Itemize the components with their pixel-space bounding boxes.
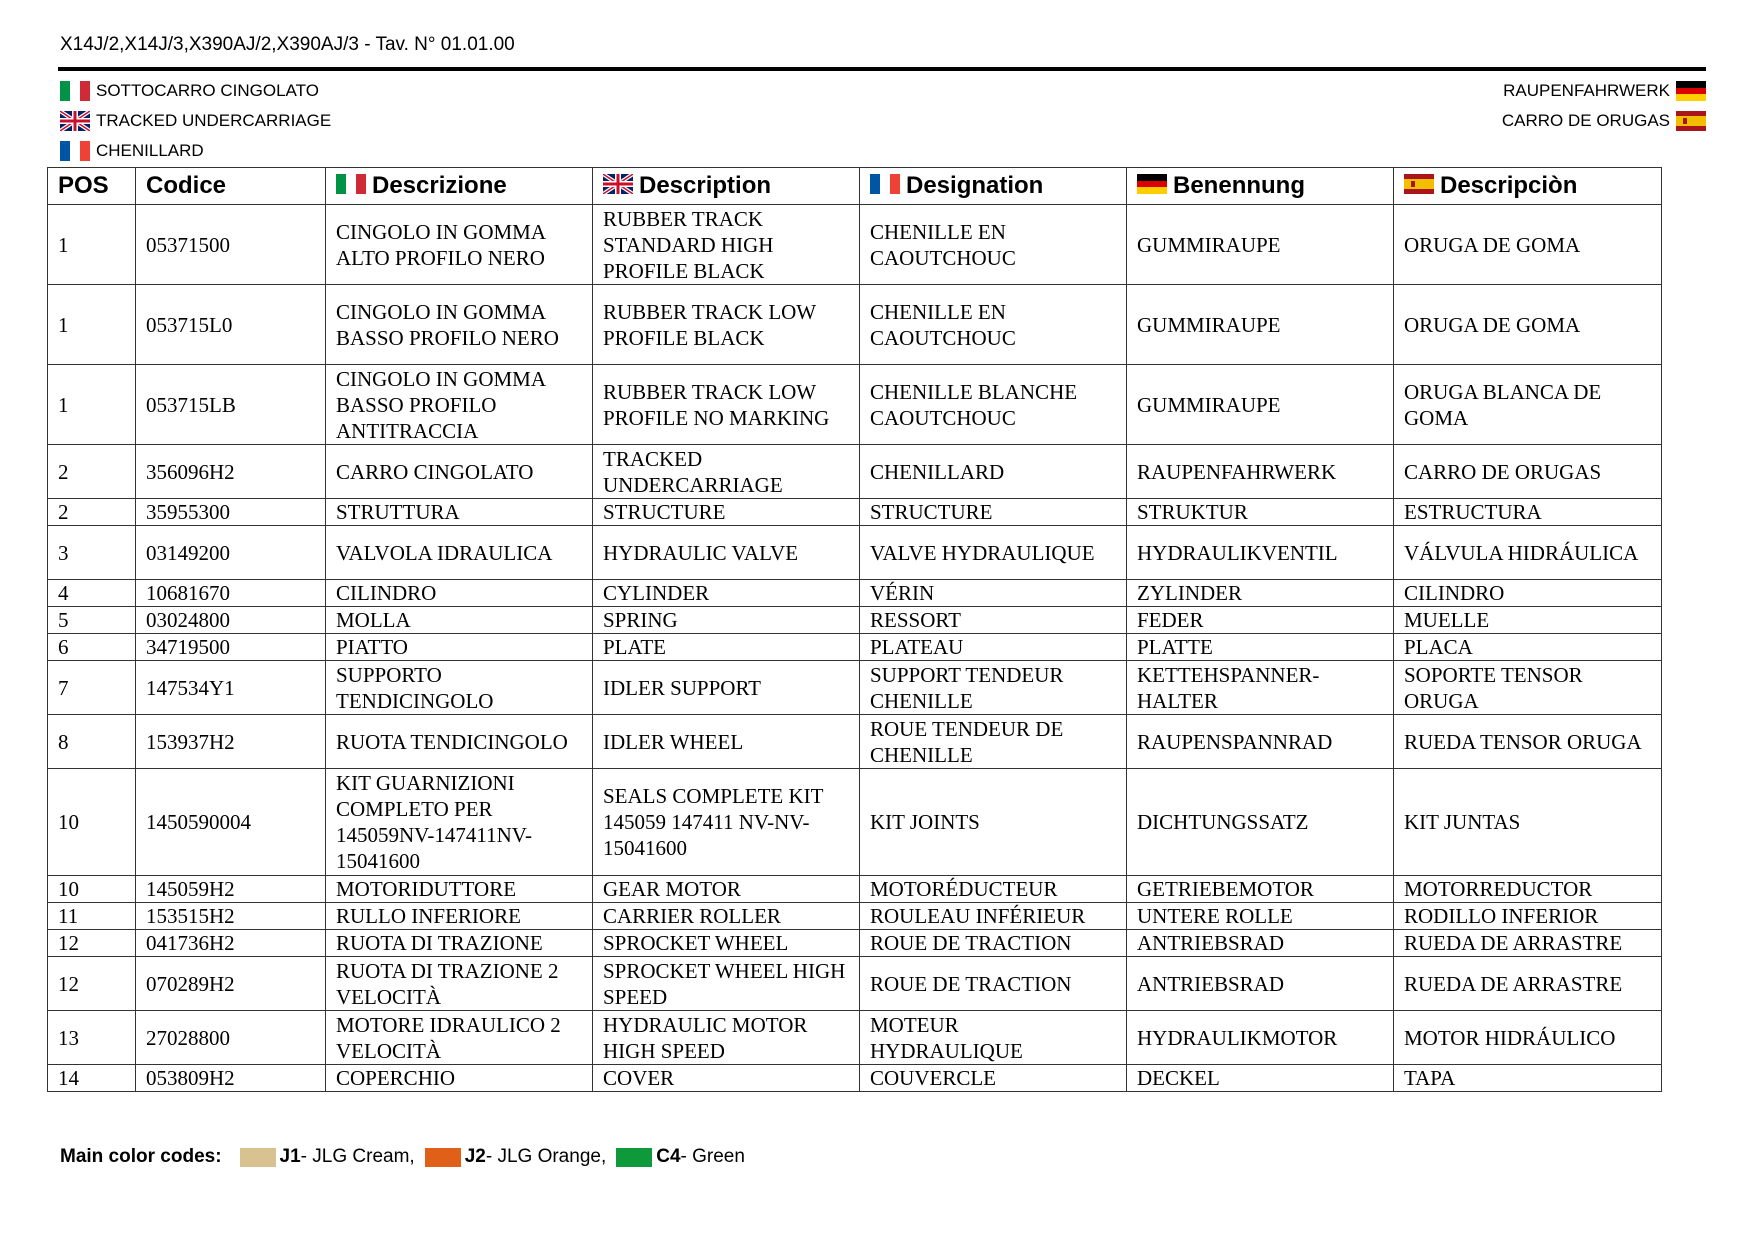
cell-fr: CHENILLE BLANCHE CAOUTCHOUC xyxy=(860,365,1127,445)
table-row xyxy=(48,526,1662,580)
cell-pos: 13 xyxy=(48,1011,136,1065)
table-row xyxy=(48,580,1662,607)
cell-en: IDLER SUPPORT xyxy=(593,661,860,715)
cell-de: GUMMIRAUPE xyxy=(1127,365,1394,445)
cell-en: RUBBER TRACK LOW PROFILE NO MARKING xyxy=(593,365,860,445)
table-row xyxy=(48,499,1662,526)
cell-de: ANTRIEBSRAD xyxy=(1127,957,1394,1011)
cell-it: PIATTO xyxy=(326,634,593,661)
cell-en: CYLINDER xyxy=(593,580,860,607)
cell-pos: 7 xyxy=(48,661,136,715)
gb-flag-icon xyxy=(603,174,633,194)
cell-it: CARRO CINGOLATO xyxy=(326,445,593,499)
document-title: X14J/2,X14J/3,X390AJ/2,X390AJ/3 - Tav. N° 01.01.00 xyxy=(60,34,515,55)
cell-es: VÁLVULA HIDRÁULICA xyxy=(1394,526,1662,580)
legend-text: - JLG Cream, xyxy=(300,1146,415,1167)
cell-code: 053715LB xyxy=(136,365,326,445)
col-header-de xyxy=(1127,168,1394,205)
cell-es: MOTORREDUCTOR xyxy=(1394,876,1662,903)
cell-en: TRACKED UNDERCARRIAGE xyxy=(593,445,860,499)
legend-item-j1 xyxy=(240,1146,415,1168)
cell-en: PLATE xyxy=(593,634,860,661)
cell-code: 34719500 xyxy=(136,634,326,661)
cell-it: RUOTA TENDICINGOLO xyxy=(326,715,593,769)
table-row xyxy=(48,930,1662,957)
cell-es: MOTOR HIDRÁULICO xyxy=(1394,1011,1662,1065)
cell-it: COPERCHIO xyxy=(326,1065,593,1092)
cell-it: CINGOLO IN GOMMA ALTO PROFILO NERO xyxy=(326,205,593,285)
table-row xyxy=(48,876,1662,903)
cell-pos: 12 xyxy=(48,930,136,957)
cell-fr: CHENILLE EN CAOUTCHOUC xyxy=(860,285,1127,365)
cell-code: 1450590004 xyxy=(136,769,326,876)
cell-pos: 14 xyxy=(48,1065,136,1092)
table-row xyxy=(48,607,1662,634)
cell-pos: 2 xyxy=(48,499,136,526)
color-code-legend xyxy=(60,1146,755,1168)
cell-en: SPRING xyxy=(593,607,860,634)
cell-pos: 1 xyxy=(48,285,136,365)
cell-fr: KIT JOINTS xyxy=(860,769,1127,876)
col-header-fr xyxy=(860,168,1127,205)
cell-pos: 5 xyxy=(48,607,136,634)
parts-table-body xyxy=(48,205,1662,1092)
cell-de: UNTERE ROLLE xyxy=(1127,903,1394,930)
cell-code: 153937H2 xyxy=(136,715,326,769)
cell-de: ANTRIEBSRAD xyxy=(1127,930,1394,957)
it-flag-icon xyxy=(336,174,366,194)
cell-pos: 10 xyxy=(48,769,136,876)
cell-fr: CHENILLARD xyxy=(860,445,1127,499)
cell-en: GEAR MOTOR xyxy=(593,876,860,903)
col-header-code: Codice xyxy=(136,168,326,205)
col-header-es-label: Descripciòn xyxy=(1440,172,1578,199)
cell-fr: VALVE HYDRAULIQUE xyxy=(860,526,1127,580)
cell-pos: 3 xyxy=(48,526,136,580)
cell-pos: 11 xyxy=(48,903,136,930)
language-titles-left xyxy=(60,76,331,166)
header-divider xyxy=(58,67,1706,71)
cell-fr: STRUCTURE xyxy=(860,499,1127,526)
cell-it: RUOTA DI TRAZIONE 2 VELOCITÀ xyxy=(326,957,593,1011)
col-header-it-label: Descrizione xyxy=(372,172,507,199)
cell-es: ORUGA DE GOMA xyxy=(1394,285,1662,365)
cell-de: GUMMIRAUPE xyxy=(1127,285,1394,365)
legend-code: J1 xyxy=(279,1146,301,1167)
cell-pos: 1 xyxy=(48,365,136,445)
cell-it: CINGOLO IN GOMMA BASSO PROFILO NERO xyxy=(326,285,593,365)
lang-title-es-label: CARRO DE ORUGAS xyxy=(1501,111,1670,130)
cell-it: STRUTTURA xyxy=(326,499,593,526)
lang-title-it xyxy=(60,76,331,106)
cell-en: CARRIER ROLLER xyxy=(593,903,860,930)
cell-it: RULLO INFERIORE xyxy=(326,903,593,930)
cell-code: 35955300 xyxy=(136,499,326,526)
cell-code: 053809H2 xyxy=(136,1065,326,1092)
cell-es: ORUGA BLANCA DE GOMA xyxy=(1394,365,1662,445)
es-flag-icon xyxy=(1676,111,1706,131)
table-row xyxy=(48,205,1662,285)
cell-code: 10681670 xyxy=(136,580,326,607)
cell-it: KIT GUARNIZIONI COMPLETO PER 145059NV-147411NV-15041600 xyxy=(326,769,593,876)
legend-item-j2 xyxy=(425,1146,607,1168)
cell-it: MOLLA xyxy=(326,607,593,634)
lang-title-en xyxy=(60,106,331,136)
cell-de: HYDRAULIKMOTOR xyxy=(1127,1011,1394,1065)
col-header-en xyxy=(593,168,860,205)
table-row xyxy=(48,661,1662,715)
cell-es: PLACA xyxy=(1394,634,1662,661)
cell-fr: COUVERCLE xyxy=(860,1065,1127,1092)
cell-it: CILINDRO xyxy=(326,580,593,607)
cell-fr: PLATEAU xyxy=(860,634,1127,661)
cell-es: RUEDA DE ARRASTRE xyxy=(1394,930,1662,957)
table-row xyxy=(48,445,1662,499)
cell-code: 053715L0 xyxy=(136,285,326,365)
cell-code: 03149200 xyxy=(136,526,326,580)
parts-table xyxy=(47,167,1662,1092)
cell-code: 03024800 xyxy=(136,607,326,634)
cell-code: 356096H2 xyxy=(136,445,326,499)
color-swatch-j1 xyxy=(240,1148,276,1167)
cell-es: ORUGA DE GOMA xyxy=(1394,205,1662,285)
cell-code: 27028800 xyxy=(136,1011,326,1065)
cell-es: RODILLO INFERIOR xyxy=(1394,903,1662,930)
cell-de: PLATTE xyxy=(1127,634,1394,661)
cell-pos: 12 xyxy=(48,957,136,1011)
table-row xyxy=(48,634,1662,661)
cell-fr: MOTEUR HYDRAULIQUE xyxy=(860,1011,1127,1065)
lang-title-de-label: RAUPENFAHRWERK xyxy=(1503,81,1670,100)
fr-flag-icon xyxy=(60,141,90,161)
legend-text: - JLG Orange, xyxy=(485,1146,607,1167)
lang-title-en-label: TRACKED UNDERCARRIAGE xyxy=(96,111,332,130)
cell-code: 153515H2 xyxy=(136,903,326,930)
es-flag-icon xyxy=(1404,174,1434,194)
cell-de: DECKEL xyxy=(1127,1065,1394,1092)
cell-code: 070289H2 xyxy=(136,957,326,1011)
col-header-pos: POS xyxy=(48,168,136,205)
col-header-de-label: Benennung xyxy=(1173,172,1305,199)
col-header-en-label: Description xyxy=(639,172,772,199)
table-header-row xyxy=(48,168,1662,205)
cell-de: HYDRAULIKVENTIL xyxy=(1127,526,1394,580)
cell-it: MOTORE IDRAULICO 2 VELOCITÀ xyxy=(326,1011,593,1065)
cell-es: ESTRUCTURA xyxy=(1394,499,1662,526)
language-titles-right xyxy=(1502,76,1706,136)
lang-title-fr-label: CHENILLARD xyxy=(96,141,204,160)
cell-es: SOPORTE TENSOR ORUGA xyxy=(1394,661,1662,715)
table-row xyxy=(48,365,1662,445)
cell-pos: 8 xyxy=(48,715,136,769)
cell-fr: VÉRIN xyxy=(860,580,1127,607)
cell-en: HYDRAULIC MOTOR HIGH SPEED xyxy=(593,1011,860,1065)
cell-es: KIT JUNTAS xyxy=(1394,769,1662,876)
cell-de: ZYLINDER xyxy=(1127,580,1394,607)
cell-de: GUMMIRAUPE xyxy=(1127,205,1394,285)
cell-en: SEALS COMPLETE KIT 145059 147411 NV-NV-15041600 xyxy=(593,769,860,876)
cell-en: RUBBER TRACK LOW PROFILE BLACK xyxy=(593,285,860,365)
col-header-it xyxy=(326,168,593,205)
cell-code: 147534Y1 xyxy=(136,661,326,715)
legend-text: - Green xyxy=(680,1146,745,1167)
cell-de: STRUKTUR xyxy=(1127,499,1394,526)
cell-pos: 2 xyxy=(48,445,136,499)
lang-title-fr xyxy=(60,136,331,166)
cell-es: MUELLE xyxy=(1394,607,1662,634)
table-row xyxy=(48,285,1662,365)
color-swatch-c4 xyxy=(616,1148,652,1167)
cell-de: RAUPENSPANNRAD xyxy=(1127,715,1394,769)
cell-pos: 1 xyxy=(48,205,136,285)
cell-de: GETRIEBEMOTOR xyxy=(1127,876,1394,903)
cell-es: RUEDA DE ARRASTRE xyxy=(1394,957,1662,1011)
legend-label: Main color codes: xyxy=(60,1146,222,1167)
cell-pos: 10 xyxy=(48,876,136,903)
cell-en: COVER xyxy=(593,1065,860,1092)
table-row xyxy=(48,1011,1662,1065)
fr-flag-icon xyxy=(870,174,900,194)
gb-flag-icon xyxy=(60,111,90,131)
table-row xyxy=(48,957,1662,1011)
cell-pos: 4 xyxy=(48,580,136,607)
table-row xyxy=(48,769,1662,876)
de-flag-icon xyxy=(1676,81,1706,101)
cell-en: SPROCKET WHEEL HIGH SPEED xyxy=(593,957,860,1011)
col-header-es xyxy=(1394,168,1662,205)
cell-fr: ROUE TENDEUR DE CHENILLE xyxy=(860,715,1127,769)
lang-title-de xyxy=(1502,76,1706,106)
it-flag-icon xyxy=(60,81,90,101)
cell-it: MOTORIDUTTORE xyxy=(326,876,593,903)
legend-item-c4 xyxy=(616,1146,745,1168)
cell-it: VALVOLA IDRAULICA xyxy=(326,526,593,580)
cell-de: DICHTUNGSSATZ xyxy=(1127,769,1394,876)
cell-it: SUPPORTO TENDICINGOLO xyxy=(326,661,593,715)
cell-fr: MOTORÉDUCTEUR xyxy=(860,876,1127,903)
cell-en: SPROCKET WHEEL xyxy=(593,930,860,957)
cell-fr: ROULEAU INFÉRIEUR xyxy=(860,903,1127,930)
cell-en: RUBBER TRACK STANDARD HIGH PROFILE BLACK xyxy=(593,205,860,285)
cell-es: CILINDRO xyxy=(1394,580,1662,607)
cell-de: FEDER xyxy=(1127,607,1394,634)
lang-title-it-label: SOTTOCARRO CINGOLATO xyxy=(96,81,319,100)
lang-title-es xyxy=(1502,106,1706,136)
cell-en: HYDRAULIC VALVE xyxy=(593,526,860,580)
cell-de: KETTEHSPANNER-HALTER xyxy=(1127,661,1394,715)
col-header-fr-label: Designation xyxy=(906,172,1044,199)
de-flag-icon xyxy=(1137,174,1167,194)
table-row xyxy=(48,1065,1662,1092)
table-row xyxy=(48,903,1662,930)
cell-es: TAPA xyxy=(1394,1065,1662,1092)
cell-fr: ROUE DE TRACTION xyxy=(860,930,1127,957)
cell-es: CARRO DE ORUGAS xyxy=(1394,445,1662,499)
legend-code: J2 xyxy=(464,1146,486,1167)
cell-fr: RESSORT xyxy=(860,607,1127,634)
cell-en: IDLER WHEEL xyxy=(593,715,860,769)
cell-fr: SUPPORT TENDEUR CHENILLE xyxy=(860,661,1127,715)
cell-es: RUEDA TENSOR ORUGA xyxy=(1394,715,1662,769)
cell-code: 145059H2 xyxy=(136,876,326,903)
cell-en: STRUCTURE xyxy=(593,499,860,526)
color-swatch-j2 xyxy=(425,1148,461,1167)
cell-de: RAUPENFAHRWERK xyxy=(1127,445,1394,499)
cell-fr: ROUE DE TRACTION xyxy=(860,957,1127,1011)
cell-code: 041736H2 xyxy=(136,930,326,957)
legend-code: C4 xyxy=(656,1146,681,1167)
cell-it: CINGOLO IN GOMMA BASSO PROFILO ANTITRACCIA xyxy=(326,365,593,445)
table-row xyxy=(48,715,1662,769)
cell-it: RUOTA DI TRAZIONE xyxy=(326,930,593,957)
cell-pos: 6 xyxy=(48,634,136,661)
cell-code: 05371500 xyxy=(136,205,326,285)
cell-fr: CHENILLE EN CAOUTCHOUC xyxy=(860,205,1127,285)
